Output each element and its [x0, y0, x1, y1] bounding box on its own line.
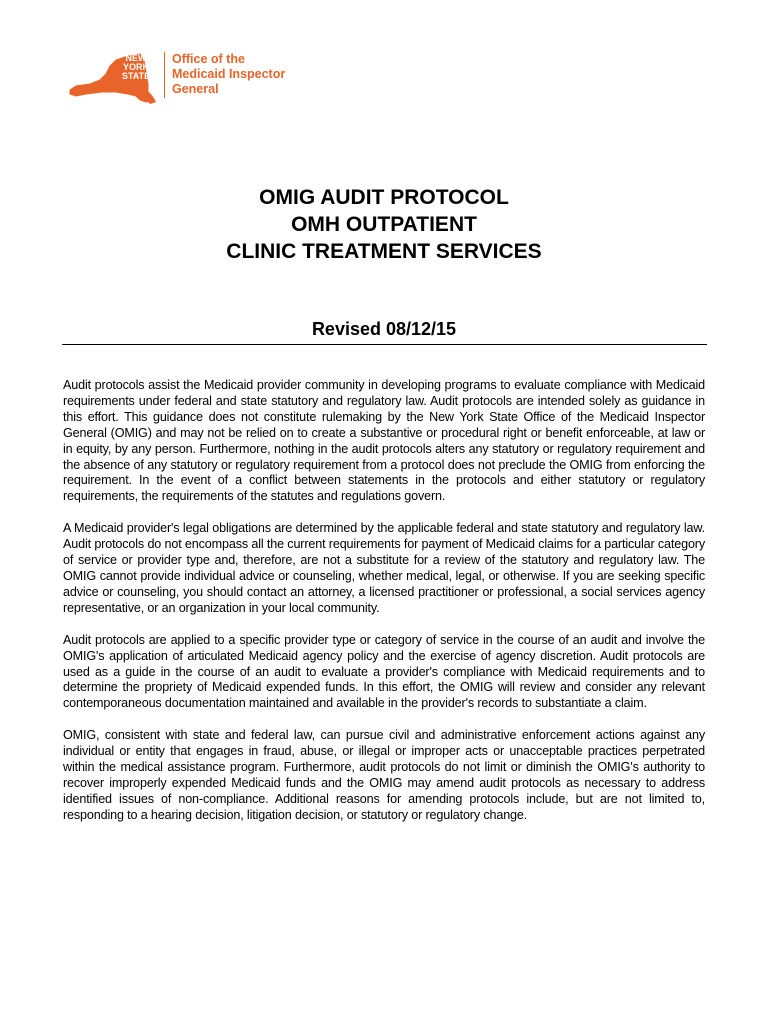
horizontal-rule: [62, 344, 707, 345]
logo-office-line-3: General: [172, 82, 219, 96]
logo-office-line-1: Office of the: [172, 52, 245, 66]
logo-divider: [164, 52, 165, 98]
document-title: [0, 184, 768, 265]
revision-date: Revised 08/12/15: [311, 319, 457, 339]
logo-office-name: [172, 52, 322, 97]
document-body: [63, 378, 705, 840]
paragraph-legal-obligations: A Medicaid provider's legal obligations are determined by the applicable federal and state statutory and regulatory law. Audit protocols do not encompass all the current requirements for payment of Medicaid claims for a particular category of service or provider type and, therefore, are not a substitute for a review of the statutory and regulatory law. The OMIG cannot provide individual advice or counseling, whether medical, legal, or otherwise. If you are seeking specific advice or counseling, you should contact an attorney, a licensed practitioner or professional, a social services agency representative, or an organization in your local community.: [63, 521, 705, 615]
paragraph-enforcement: OMIG, consistent with state and federal law, can pursue civil and administrative enforcement actions against any individual or entity that engages in fraud, abuse, or illegal or improper acts or unacceptable practices perpetrated within the medical assistance program. Furthermore, audit protocols do not limit or diminish the OMIG's authority to recover improperly expended Medicaid funds and the OMIG may amend audit protocols as necessary to address identified issues of non-compliance. Additional reasons for amending protocols include, but are not limited to, responding to a hearing decision, litigation decision, or statutory or regulatory change.: [63, 728, 705, 822]
logo-state-line-3: STATE: [121, 71, 151, 81]
paragraph-application: Audit protocols are applied to a specific provider type or category of service in the course of an audit and involve the OMIG's application of articulated Medicaid agency policy and the exercise of agency discretion. Audit protocols are used as a guide in the course of an audit to evaluate a provider's compliance with Medicaid requirements and to determine the propriety of Medicaid expended funds. In this effort, the OMIG will review and consider any relevant contemporaneous documentation maintained and available in the provider's records to substantiate a claim.: [63, 632, 705, 711]
paragraph-purpose: Audit protocols assist the Medicaid provider community in developing programs to evaluate compliance with Medicaid requirements under federal and state statutory and regulatory law. Audit protocols are intended solely as guidance in this effort. This guidance does not constitute rulemaking by the New York State Office of the Medicaid Inspector General (OMIG) and may not be relied on to create a substantive or procedural right or benefit enforceable, at law or in equity, by any person. Furthermore, nothing in the audit protocols alters any statutory or regulatory requirement and the absence of any statutory or regulatory requirement from a protocol does not preclude the OMIG from enforcing the requirement. In the event of a conflict between statements in the protocols and either statutory or regulatory requirements, the requirements of the statutes and regulations govern.: [63, 378, 705, 504]
title-line-1: OMIG AUDIT PROTOCOL: [259, 186, 509, 209]
logo-state-name: [114, 54, 158, 81]
logo-office-line-2: Medicaid Inspector: [172, 67, 286, 81]
logo-state-line-2: YORK: [122, 62, 149, 72]
nys-omig-logo: [66, 48, 306, 108]
title-line-2: OMH OUTPATIENT: [291, 213, 477, 236]
logo-state-line-1: NEW: [125, 53, 147, 63]
title-line-3: CLINIC TREATMENT SERVICES: [226, 240, 542, 263]
